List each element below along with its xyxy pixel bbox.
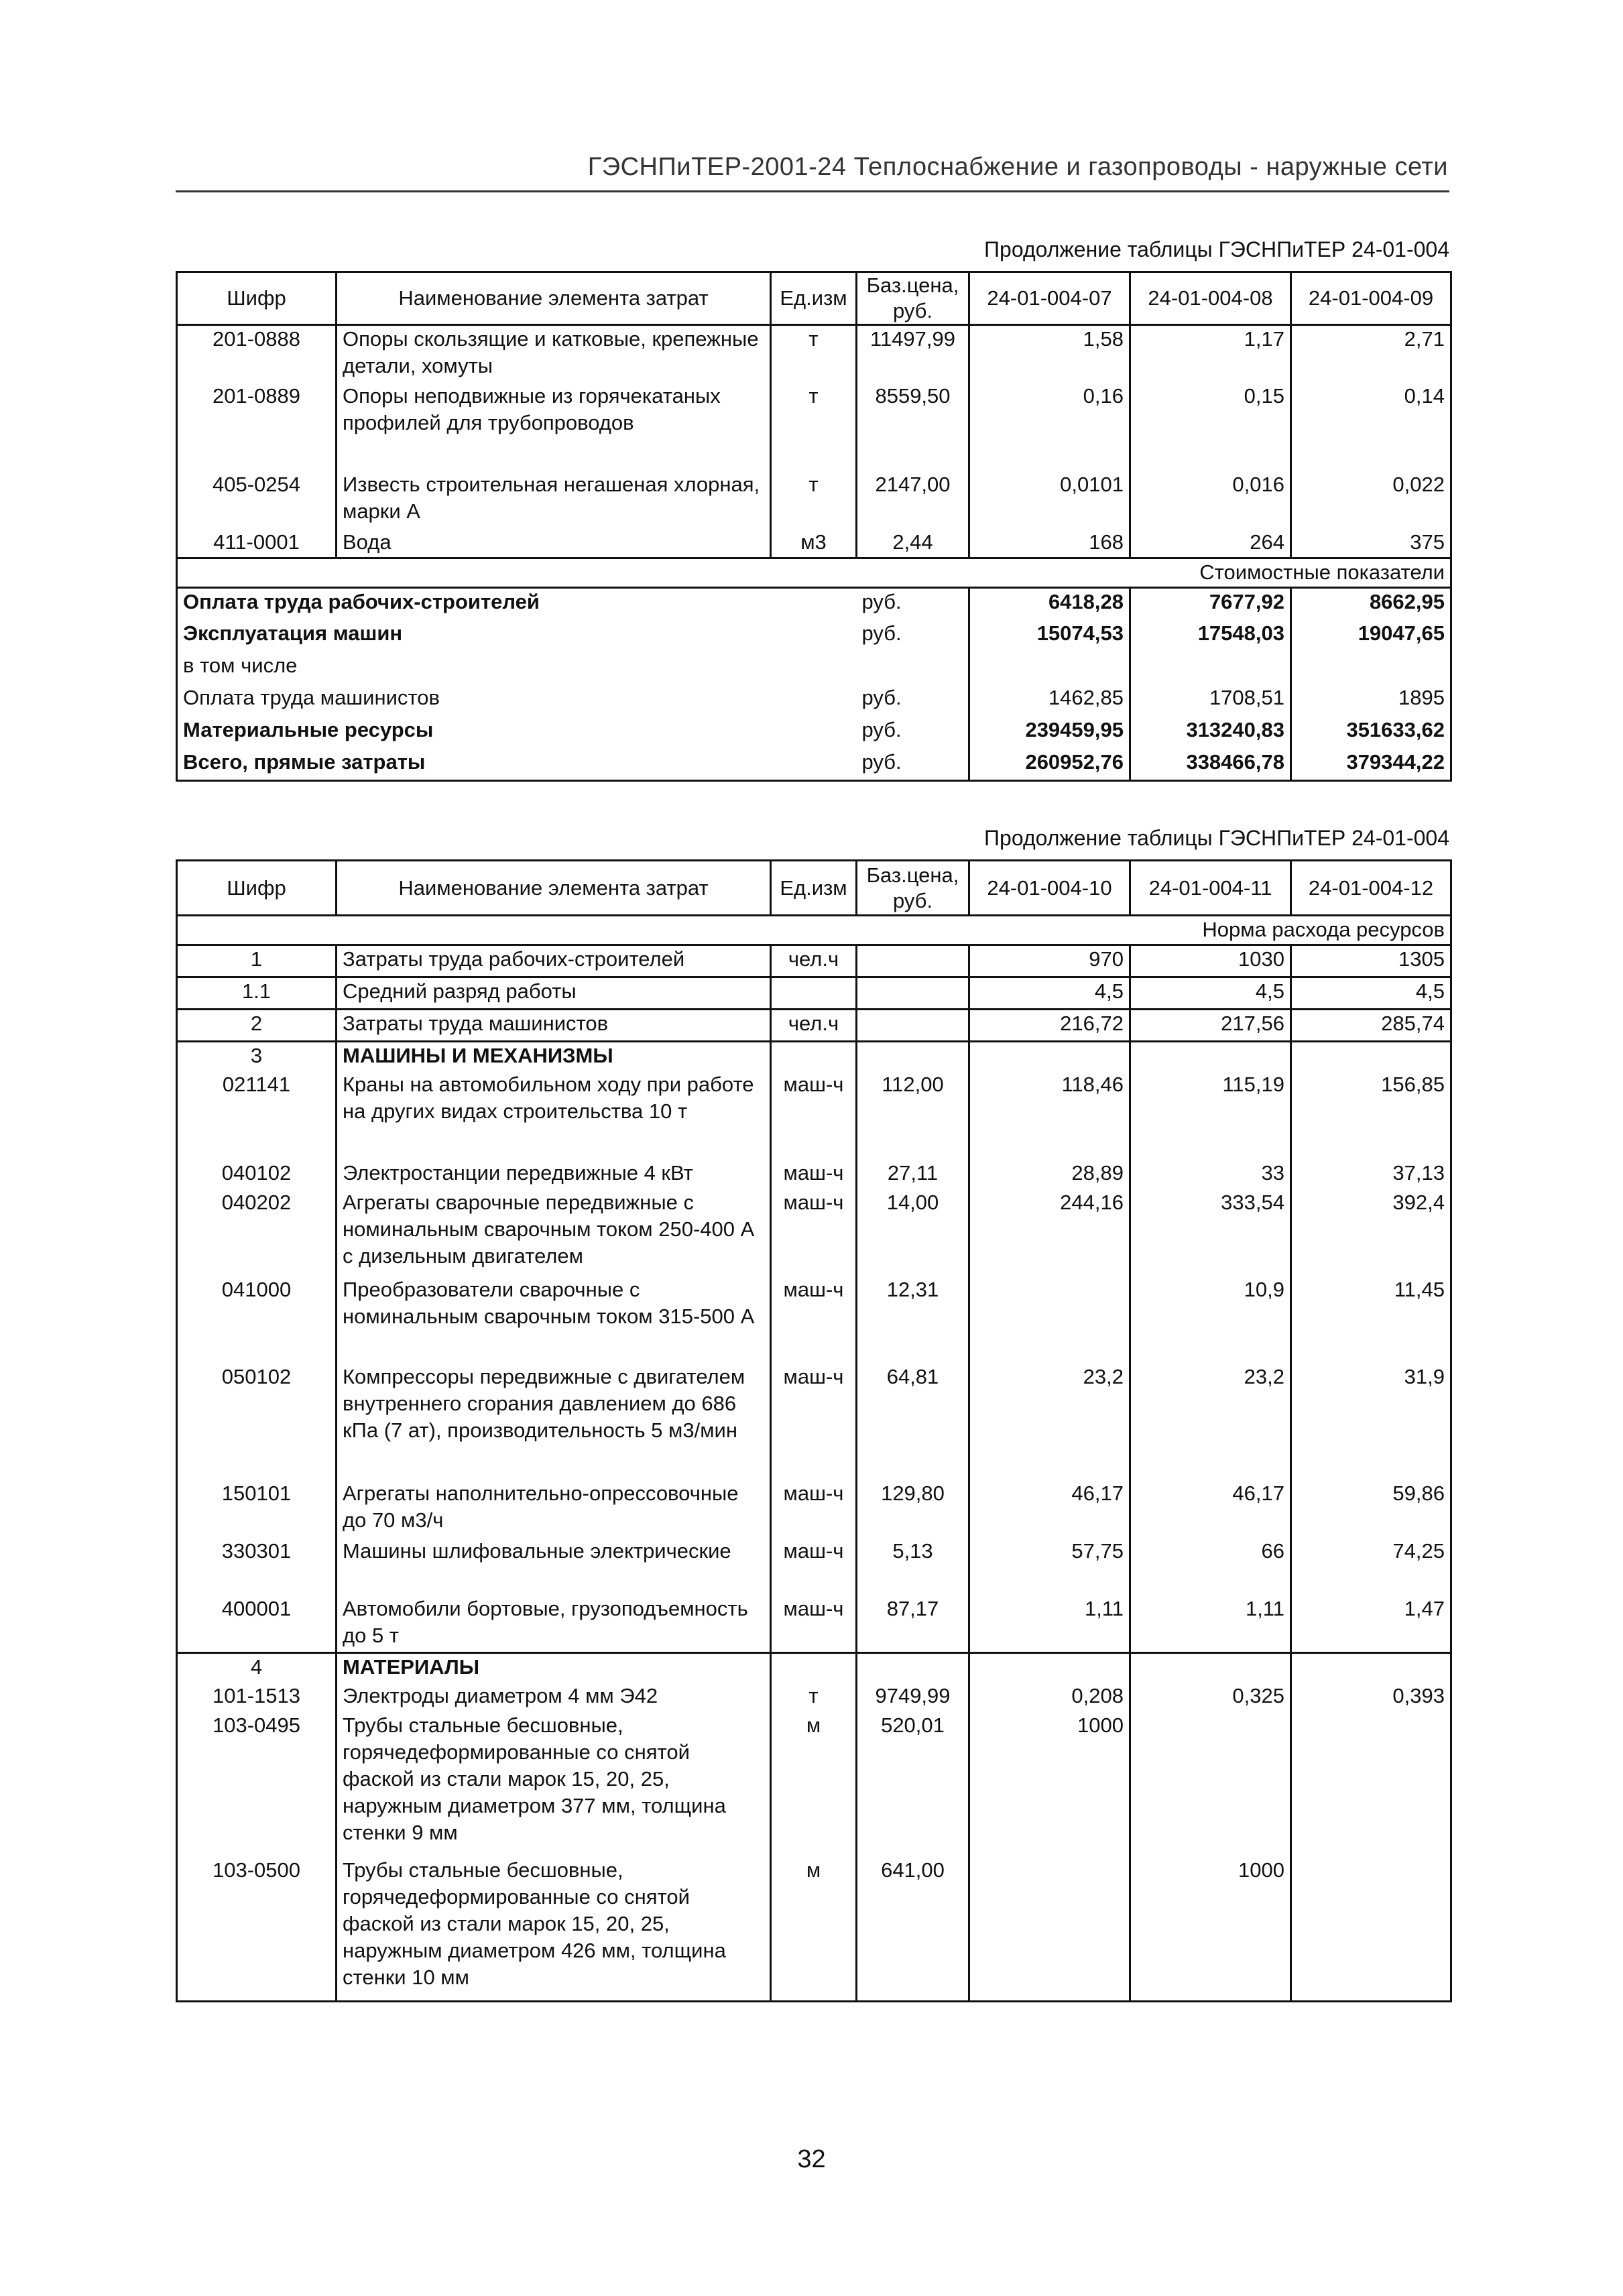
cell-code: 330301 bbox=[177, 1538, 337, 1595]
table-row bbox=[177, 1480, 1451, 1538]
summary-row bbox=[177, 749, 1451, 781]
cell-code: 050102 bbox=[177, 1364, 337, 1480]
cell-value: 1,11 bbox=[969, 1595, 1130, 1653]
cell-value: 1030 bbox=[1130, 945, 1291, 977]
summary-unit: руб. bbox=[857, 620, 969, 652]
table-row bbox=[177, 945, 1451, 977]
cell-price bbox=[857, 945, 969, 977]
cell-unit: м3 bbox=[771, 529, 857, 558]
cell-code: 150101 bbox=[177, 1480, 337, 1538]
cell-value bbox=[969, 1857, 1130, 2002]
column-header: 24-01-004-11 bbox=[1130, 861, 1291, 916]
cell-value: 156,85 bbox=[1291, 1071, 1451, 1160]
cell-code: 201-0889 bbox=[177, 383, 337, 471]
cell-price: 8559,50 bbox=[857, 383, 969, 471]
cell-value: 1,58 bbox=[969, 325, 1130, 383]
cell-value: 28,89 bbox=[969, 1160, 1130, 1189]
cell-value: 59,86 bbox=[1291, 1480, 1451, 1538]
cell-unit: т bbox=[771, 1683, 857, 1712]
cell-price: 14,00 bbox=[857, 1189, 969, 1276]
cell-unit: маш-ч bbox=[771, 1364, 857, 1480]
cell-name: Трубы стальные бесшовные, горячедеформированные со снятой фаской из стали марок 15, 20, 25, наружным диаметром 426 мм, толщина стенки 10 мм bbox=[337, 1857, 771, 2002]
cell-unit: маш-ч bbox=[771, 1480, 857, 1538]
cell-value: 0,393 bbox=[1291, 1683, 1451, 1712]
cell-name: Вода bbox=[337, 529, 771, 558]
table-row bbox=[177, 1538, 1451, 1595]
table2-band-row bbox=[177, 916, 1451, 945]
summary-row bbox=[177, 684, 1451, 717]
cell-value: 1000 bbox=[1130, 1857, 1291, 2002]
cell-price: 9749,99 bbox=[857, 1683, 969, 1712]
cell-value: 0,325 bbox=[1130, 1683, 1291, 1712]
cell-value: 66 bbox=[1130, 1538, 1291, 1595]
cell-name: Компрессоры передвижные с двигателем внутреннего сгорания давлением до 686 кПа (7 ат), производительность 5 м3/мин bbox=[337, 1364, 771, 1480]
cell-price: 520,01 bbox=[857, 1712, 969, 1857]
column-header: Наименование элемента затрат bbox=[337, 861, 771, 916]
table-row bbox=[177, 1683, 1451, 1712]
section-row-machines bbox=[177, 1042, 1451, 1071]
column-header: Ед.изм bbox=[771, 861, 857, 916]
cell-price: 5,13 bbox=[857, 1538, 969, 1595]
cell-value: 23,2 bbox=[1130, 1364, 1291, 1480]
column-header: Баз.цена, руб. bbox=[857, 272, 969, 325]
cell-value: 1,47 bbox=[1291, 1595, 1451, 1653]
table2-caption: Продолжение таблицы ГЭСНПиТЕР 24-01-004 bbox=[984, 826, 1449, 850]
cell-value: 2,71 bbox=[1291, 325, 1451, 383]
cell-value: 11,45 bbox=[1291, 1276, 1451, 1364]
table-row bbox=[177, 325, 1451, 383]
cell-value: 970 bbox=[969, 945, 1130, 977]
cell-value: 0,0101 bbox=[969, 471, 1130, 529]
cell-value: 264 bbox=[1130, 529, 1291, 558]
cell-unit: чел.ч bbox=[771, 945, 857, 977]
cell-value: 0,16 bbox=[969, 383, 1130, 471]
summary-value: 260952,76 bbox=[969, 749, 1130, 781]
cell-code: 400001 bbox=[177, 1595, 337, 1653]
summary-row bbox=[177, 717, 1451, 749]
table-row bbox=[177, 1160, 1451, 1189]
summary-value: 338466,78 bbox=[1130, 749, 1291, 781]
cell-value: 285,74 bbox=[1291, 1010, 1451, 1042]
summary-value bbox=[1130, 652, 1291, 684]
table2-header-row bbox=[177, 861, 1451, 916]
table-row bbox=[177, 1712, 1451, 1857]
summary-value bbox=[1291, 652, 1451, 684]
column-header: Шифр bbox=[177, 272, 337, 325]
section-row-materials bbox=[177, 1653, 1451, 1683]
cell-value: 0,016 bbox=[1130, 471, 1291, 529]
cell-value: 392,4 bbox=[1291, 1189, 1451, 1276]
band-label: Норма расхода ресурсов bbox=[177, 916, 1451, 945]
cell-value: 4,5 bbox=[1130, 977, 1291, 1010]
header-rule bbox=[176, 190, 1449, 192]
cell-price bbox=[857, 977, 969, 1010]
summary-label: Материальные ресурсы bbox=[177, 717, 857, 749]
cell-unit: т bbox=[771, 325, 857, 383]
cell-value: 23,2 bbox=[969, 1364, 1130, 1480]
cell-value bbox=[1291, 1712, 1451, 1857]
cell-price: 129,80 bbox=[857, 1480, 969, 1538]
summary-unit: руб. bbox=[857, 717, 969, 749]
cell-value: 375 bbox=[1291, 529, 1451, 558]
cell-code: 1.1 bbox=[177, 977, 337, 1010]
summary-row bbox=[177, 620, 1451, 652]
summary-value bbox=[969, 652, 1130, 684]
column-header: 24-01-004-08 bbox=[1130, 272, 1291, 325]
cell-price: 64,81 bbox=[857, 1364, 969, 1480]
cell-unit: т bbox=[771, 383, 857, 471]
cell-value: 168 bbox=[969, 529, 1130, 558]
summary-label: Всего, прямые затраты bbox=[177, 749, 857, 781]
summary-value: 7677,92 bbox=[1130, 588, 1291, 620]
summary-value: 17548,03 bbox=[1130, 620, 1291, 652]
cell-value bbox=[1291, 1857, 1451, 2002]
summary-value: 351633,62 bbox=[1291, 717, 1451, 749]
cell-value bbox=[969, 1276, 1130, 1364]
cell-code: 021141 bbox=[177, 1071, 337, 1160]
column-header: Ед.изм bbox=[771, 272, 857, 325]
cell-unit: маш-ч bbox=[771, 1189, 857, 1276]
cell-name: Преобразователи сварочные с номинальным сварочным током 315-500 А bbox=[337, 1276, 771, 1364]
cell-code: 2 bbox=[177, 1010, 337, 1042]
cell-name: Средний разряд работы bbox=[337, 977, 771, 1010]
cell-name: Опоры неподвижные из горячекатаных профилей для трубопроводов bbox=[337, 383, 771, 471]
cell-value: 37,13 bbox=[1291, 1160, 1451, 1189]
cell-price: 2,44 bbox=[857, 529, 969, 558]
cell-name: Известь строительная негашеная хлорная, марки А bbox=[337, 471, 771, 529]
cell-unit: чел.ч bbox=[771, 1010, 857, 1042]
summary-label: в том числе bbox=[177, 652, 857, 684]
cell-value: 217,56 bbox=[1130, 1010, 1291, 1042]
summary-unit: руб. bbox=[857, 749, 969, 781]
cell-value bbox=[1130, 1712, 1291, 1857]
table1 bbox=[176, 271, 1452, 782]
cell-name: Электростанции передвижные 4 кВт bbox=[337, 1160, 771, 1189]
cell-code: 201-0888 bbox=[177, 325, 337, 383]
running-head-title: ГЭСНПиТЕР-2001-24 Теплоснабжение и газопроводы - наружные сети bbox=[587, 153, 1448, 181]
cell-value: 244,16 bbox=[969, 1189, 1130, 1276]
summary-label: Оплата труда рабочих-строителей bbox=[177, 588, 857, 620]
table1-header-row bbox=[177, 272, 1451, 325]
summary-value: 1462,85 bbox=[969, 684, 1130, 717]
cell-value: 0,15 bbox=[1130, 383, 1291, 471]
cell-price bbox=[857, 1010, 969, 1042]
cell-value: 46,17 bbox=[969, 1480, 1130, 1538]
column-header: 24-01-004-10 bbox=[969, 861, 1130, 916]
cell-price: 641,00 bbox=[857, 1857, 969, 2002]
cell-value: 118,46 bbox=[969, 1071, 1130, 1160]
cell-code: 040202 bbox=[177, 1189, 337, 1276]
cell-name: Агрегаты наполнительно-опрессовочные до 70 м3/ч bbox=[337, 1480, 771, 1538]
table-row bbox=[177, 1857, 1451, 2002]
page-number: 32 bbox=[797, 2145, 826, 2173]
cell-unit: маш-ч bbox=[771, 1071, 857, 1160]
cell-unit: м bbox=[771, 1712, 857, 1857]
section-code: 3 bbox=[177, 1042, 337, 1071]
summary-unit: руб. bbox=[857, 684, 969, 717]
section-title: МАТЕРИАЛЫ bbox=[337, 1653, 771, 1683]
cell-price: 11497,99 bbox=[857, 325, 969, 383]
summary-unit bbox=[857, 652, 969, 684]
table-row bbox=[177, 529, 1451, 558]
summary-value: 313240,83 bbox=[1130, 717, 1291, 749]
cell-price: 12,31 bbox=[857, 1276, 969, 1364]
cell-value: 4,5 bbox=[969, 977, 1130, 1010]
summary-value: 239459,95 bbox=[969, 717, 1130, 749]
cell-value: 31,9 bbox=[1291, 1364, 1451, 1480]
summary-value: 6418,28 bbox=[969, 588, 1130, 620]
section-title: МАШИНЫ И МЕХАНИЗМЫ bbox=[337, 1042, 771, 1071]
summary-unit: руб. bbox=[857, 588, 969, 620]
table-row bbox=[177, 1595, 1451, 1653]
cell-code: 405-0254 bbox=[177, 471, 337, 529]
summary-value: 379344,22 bbox=[1291, 749, 1451, 781]
summary-value: 8662,95 bbox=[1291, 588, 1451, 620]
table-row bbox=[177, 471, 1451, 529]
cell-name: Электроды диаметром 4 мм Э42 bbox=[337, 1683, 771, 1712]
summary-row bbox=[177, 652, 1451, 684]
cell-value: 57,75 bbox=[969, 1538, 1130, 1595]
cell-code: 1 bbox=[177, 945, 337, 977]
cell-value: 1305 bbox=[1291, 945, 1451, 977]
summary-label: Оплата труда машинистов bbox=[177, 684, 857, 717]
cell-name: Опоры скользящие и катковые, крепежные детали, хомуты bbox=[337, 325, 771, 383]
summary-value: 19047,65 bbox=[1291, 620, 1451, 652]
cell-value: 1000 bbox=[969, 1712, 1130, 1857]
table-row bbox=[177, 1010, 1451, 1042]
table-row bbox=[177, 1276, 1451, 1364]
cell-value: 0,14 bbox=[1291, 383, 1451, 471]
cell-price: 112,00 bbox=[857, 1071, 969, 1160]
cell-value: 74,25 bbox=[1291, 1538, 1451, 1595]
column-header: 24-01-004-09 bbox=[1291, 272, 1451, 325]
table-row bbox=[177, 977, 1451, 1010]
column-header: Баз.цена, руб. bbox=[857, 861, 969, 916]
cell-unit: т bbox=[771, 471, 857, 529]
cell-name: Автомобили бортовые, грузоподъемность до 5 т bbox=[337, 1595, 771, 1653]
cell-unit bbox=[771, 977, 857, 1010]
cell-price: 87,17 bbox=[857, 1595, 969, 1653]
table-row bbox=[177, 1364, 1451, 1480]
cell-code: 411-0001 bbox=[177, 529, 337, 558]
cell-value: 4,5 bbox=[1291, 977, 1451, 1010]
cell-unit: маш-ч bbox=[771, 1595, 857, 1653]
cell-value: 33 bbox=[1130, 1160, 1291, 1189]
cell-value: 333,54 bbox=[1130, 1189, 1291, 1276]
cell-name: Трубы стальные бесшовные, горячедеформированные со снятой фаской из стали марок 15, 20, 25, наружным диаметром 377 мм, толщина стенки 9 мм bbox=[337, 1712, 771, 1857]
section-code: 4 bbox=[177, 1653, 337, 1683]
cell-price: 27,11 bbox=[857, 1160, 969, 1189]
table-row bbox=[177, 1189, 1451, 1276]
table1-caption: Продолжение таблицы ГЭСНПиТЕР 24-01-004 bbox=[984, 237, 1449, 261]
cell-value: 115,19 bbox=[1130, 1071, 1291, 1160]
column-header: 24-01-004-07 bbox=[969, 272, 1130, 325]
summary-label: Эксплуатация машин bbox=[177, 620, 857, 652]
cell-value: 0,022 bbox=[1291, 471, 1451, 529]
table1-band-row bbox=[177, 558, 1451, 588]
cell-unit: м bbox=[771, 1857, 857, 2002]
cell-code: 040102 bbox=[177, 1160, 337, 1189]
cell-code: 103-0495 bbox=[177, 1712, 337, 1857]
table-row bbox=[177, 383, 1451, 471]
summary-row bbox=[177, 588, 1451, 620]
cell-unit: маш-ч bbox=[771, 1538, 857, 1595]
summary-value: 1895 bbox=[1291, 684, 1451, 717]
cell-unit: маш-ч bbox=[771, 1160, 857, 1189]
cell-code: 041000 bbox=[177, 1276, 337, 1364]
cell-name: Машины шлифовальные электрические bbox=[337, 1538, 771, 1595]
cell-price: 2147,00 bbox=[857, 471, 969, 529]
cell-code: 101-1513 bbox=[177, 1683, 337, 1712]
cell-value: 46,17 bbox=[1130, 1480, 1291, 1538]
column-header: 24-01-004-12 bbox=[1291, 861, 1451, 916]
cell-name: Краны на автомобильном ходу при работе на других видах строительства 10 т bbox=[337, 1071, 771, 1160]
summary-value: 1708,51 bbox=[1130, 684, 1291, 717]
table2 bbox=[176, 859, 1452, 2002]
cell-code: 103-0500 bbox=[177, 1857, 337, 2002]
cell-unit: маш-ч bbox=[771, 1276, 857, 1364]
cell-name: Агрегаты сварочные передвижные с номинальным сварочным током 250-400 А с дизельным двигателем bbox=[337, 1189, 771, 1276]
column-header: Шифр bbox=[177, 861, 337, 916]
cell-value: 1,17 bbox=[1130, 325, 1291, 383]
cell-value: 216,72 bbox=[969, 1010, 1130, 1042]
summary-value: 15074,53 bbox=[969, 620, 1130, 652]
cell-value: 10,9 bbox=[1130, 1276, 1291, 1364]
cell-value: 0,208 bbox=[969, 1683, 1130, 1712]
cell-value: 1,11 bbox=[1130, 1595, 1291, 1653]
cell-name: Затраты труда рабочих-строителей bbox=[337, 945, 771, 977]
column-header: Наименование элемента затрат bbox=[337, 272, 771, 325]
cell-name: Затраты труда машинистов bbox=[337, 1010, 771, 1042]
table-row bbox=[177, 1071, 1451, 1160]
band-label: Стоимостные показатели bbox=[177, 558, 1451, 588]
